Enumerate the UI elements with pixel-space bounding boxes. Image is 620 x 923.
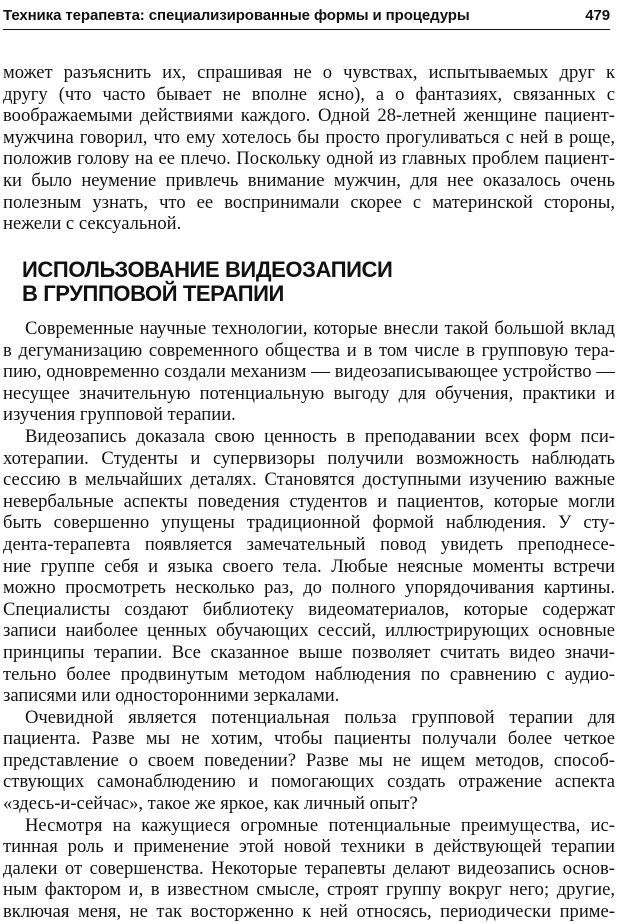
text-line: принципы терапии. Все сказанное выше позволяет считать видео значи- — [3, 641, 615, 663]
text-line: сессию в мельчайших деталях. Становятся доступными изучению важные — [3, 469, 615, 491]
paragraph-4 — [3, 815, 615, 923]
text-line: пию, одновременно создали механизм — видеозаписывающее устройство — — [3, 361, 615, 383]
text-line: положив голову на ее плечо. Поскольку одной из главных проблем пациент- — [3, 148, 615, 170]
text-line: Видеозапись доказала свою ценность в преподавании всех форм пси- — [25, 425, 615, 447]
text-line: может разъяснить их, спрашивая не о чувствах, испытываемых друг к — [3, 62, 615, 83]
text-line: тельно более продвинутым методом наблюдения по сравнению с аудио- — [3, 663, 615, 685]
text-line: Несмотря на кажущиеся огромные потенциальные преимущества, ис- — [25, 814, 615, 836]
running-title: Техника терапевта: специализированные формы и процедуры — [3, 6, 470, 24]
text-line: ние группе себя и языка своего тела. Любые неясные моменты встречи — [3, 555, 615, 577]
text-line: быть совершенно упущены традиционной формой наблюдения. У сту- — [3, 512, 615, 534]
running-header — [3, 2, 610, 28]
text-line: другу (что часто бывает не вполне ясно), а о фантазиях, связанных с — [3, 83, 615, 105]
header-rule — [3, 29, 610, 30]
text-line: нежели с сексуальной. — [3, 213, 182, 235]
text-line: представление о своем поведении? Разве мы не ищем методов, способ- — [3, 749, 615, 771]
text-line: тинная роль и применение этой новой техники в действующей терапии — [3, 836, 615, 858]
section-body — [3, 318, 615, 923]
text-line: дента-терапевта появляется замечательный повод увидеть преподнесе- — [3, 533, 615, 555]
text-line: Современные научные технологии, которые внесли такой большой вклад — [25, 318, 615, 339]
text-line: записями или односторонними зеркалами. — [3, 685, 340, 707]
text-line: записи наиболее ценных обучающих сессий, иллюстрирующих основные — [3, 620, 615, 642]
page-number: 479 — [585, 6, 610, 24]
paragraph-3 — [3, 707, 615, 815]
intro-paragraph — [3, 62, 615, 235]
text-line: Очевидной является потенциальная польза групповой терапии для — [25, 706, 615, 728]
text-line: ным фактором и, в известном смысле, строят группу вокруг него; другие, — [3, 879, 615, 901]
text-line: ки было неумение привлечь внимание мужчин, для нее оказалось очень — [3, 169, 615, 191]
text-line: далеки от совершенства. Некоторые терапевты делают видеозапись основ- — [3, 857, 615, 879]
text-line: пациента. Разве мы не хотим, чтобы пациенты получали более четкое — [3, 728, 615, 750]
text-line: невербальные аспекты поведения студентов и пациентов, которые могли — [3, 490, 615, 512]
text-line: воображаемыми действиями каждого. Одной 28-летней женщине пациент- — [3, 105, 615, 127]
text-line: полезным узнать, что ее воспринимали скорее с материнской стороны, — [3, 191, 615, 213]
text-line: включая меня, не так восторженно к ней относясь, периодически приме- — [3, 901, 615, 923]
text-line: ствующих самонаблюдению и помогающих создать отражение аспекта — [3, 771, 615, 793]
text-line: в дегуманизацию современного общества и в том числе в групповую тера- — [3, 339, 615, 361]
text-line: мужчина говорил, что ему хотелось бы просто прогуливаться с ней в роще, — [3, 126, 615, 148]
text-line: можно просмотреть несколько раз, до полного упорядочивания картины. — [3, 577, 615, 599]
paragraph-2 — [3, 426, 615, 707]
paragraph-1 — [3, 318, 615, 426]
text-line: изучения групповой терапии. — [3, 404, 236, 426]
text-line: несущее значительную потенциальную выгоду для обучения, практики и — [3, 382, 615, 404]
text-line: хотерапии. Студенты и супервизоры получили возможность наблюдать — [3, 447, 615, 469]
text-line: «здесь-и-сейчас», такое же яркое, как личный опыт? — [3, 793, 418, 815]
section-heading-line: В ГРУППОВОЙ ТЕРАПИИ — [22, 281, 284, 306]
section-heading-line: ИСПОЛЬЗОВАНИЕ ВИДЕОЗАПИСИ — [22, 257, 393, 282]
text-line: Специалисты создают библиотеку видеоматериалов, которые содержат — [3, 598, 615, 620]
section-heading — [22, 258, 392, 306]
